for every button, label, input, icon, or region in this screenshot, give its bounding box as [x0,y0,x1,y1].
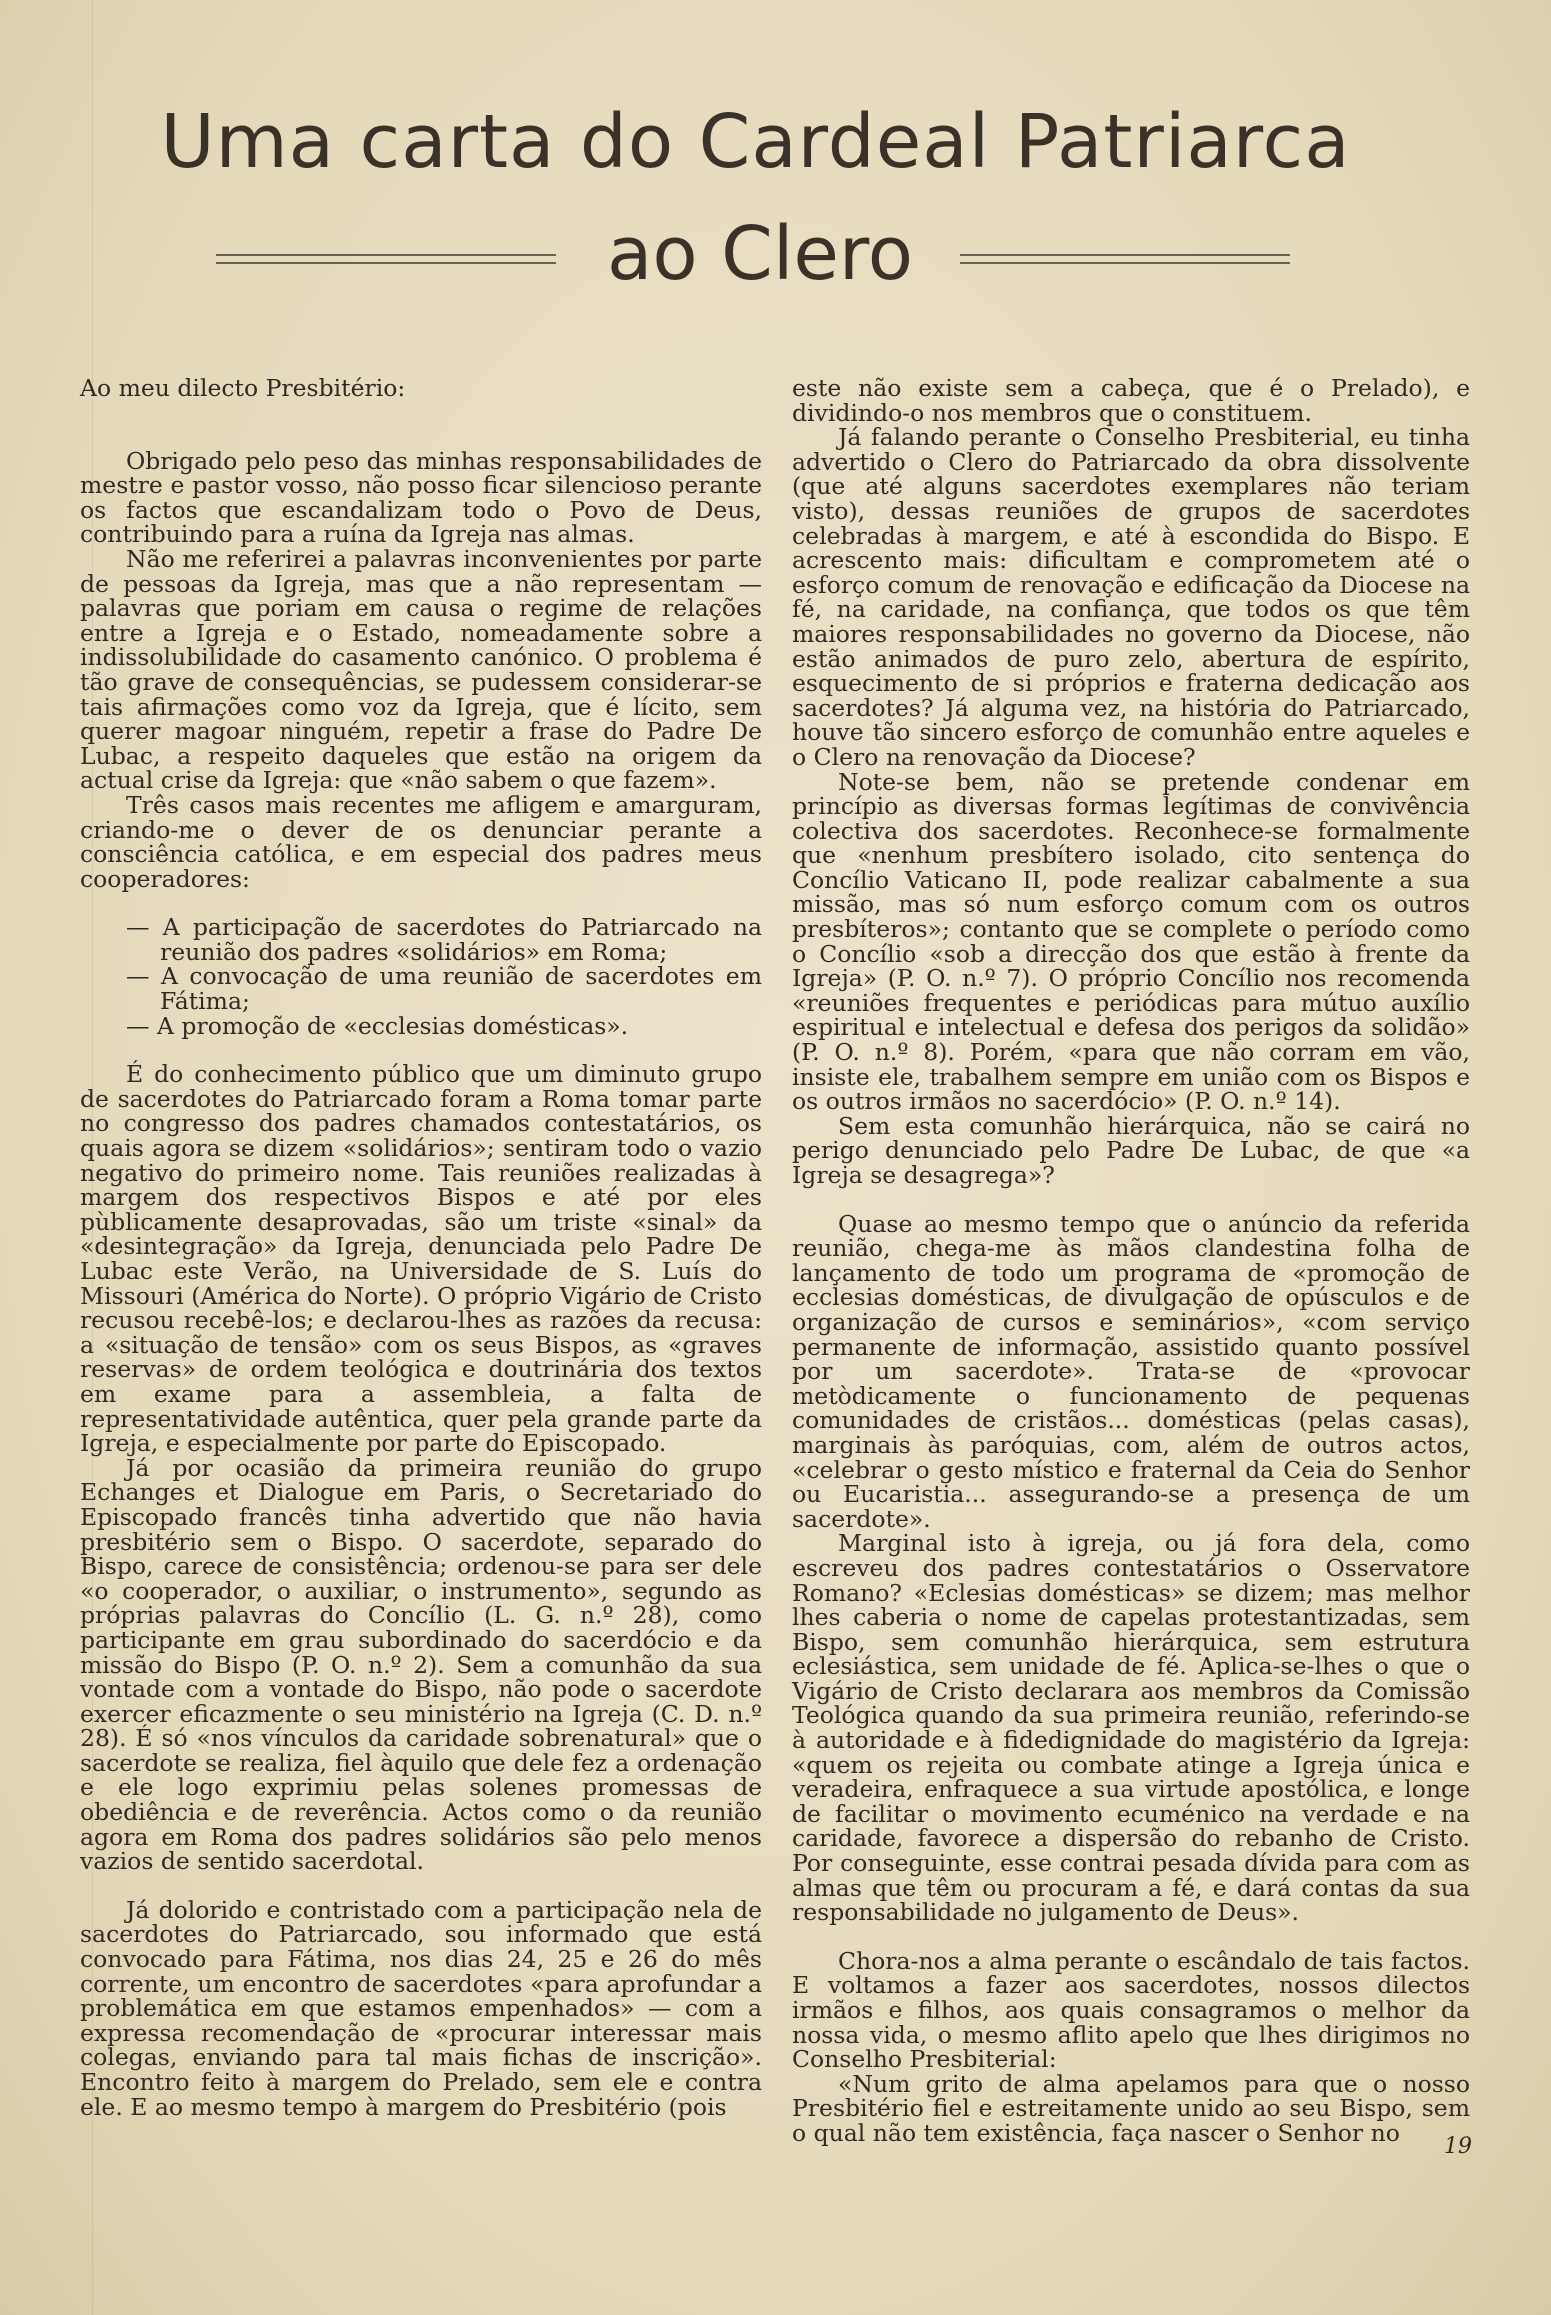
paragraph: Chora-nos a alma perante o escândalo de tais factos. E voltamos a fazer aos sacerdotes, nossos dilectos irmãos e filhos, aos quais consagramos o melhor da nossa vida, o mesmo aflito apelo que lhes dirigimos no Conselho Presbiterial: [792,1946,1470,2074]
list-item: — A participação de sacerdotes do Patriarcado na reunião dos padres «solidários» em Roma; [126,913,762,966]
article-title-line-2: ao Clero [607,211,913,297]
title-rule-right [960,254,1290,264]
list-item: — A convocação de uma reunião de sacerdotes em Fátima; [126,962,762,1016]
paragraph: Já dolorido e contristado com a participação nela de sacerdotes do Patriarcado, sou informado que está convocado para Fátima, nos dias 24, 25 e 26 do mês corrente, um encontro de sacerdotes «para aprofundar a problemática em que estamos empenhados» — com a expressa recomendação de «procurar interessar mais colegas, enviando para tal mais fichas de inscrição». Encontro feito à margem do Prelado, sem ele e contra ele. E ao mesmo tempo à margem do Presbitério (pois [80,1895,762,2121]
article-title-line-1: Uma carta do Cardeal Patriarca [160,99,1351,185]
paragraph: Quase ao mesmo tempo que o anúncio da referida reunião, chega-me às mãos clandestina folha de lançamento de todo um programa de «promoção de ecclesias domésticas, de divulgação de opúsculos e de organização de cursos e seminários», «com serviço permanente de informação, assistido quanto possível por um sacerdote». Trata-se de «provocar metòdicamente o funcionamento de pequenas comunidades de cristãos... domésticas (pelas casas), marginais às paróquias, com, além de outros actos, «celebrar o gesto místico e fraternal da Ceia do Senhor ou Eucaristia... assegurando-se a presença de um sacerdote». [792,1209,1470,1533]
paragraph: Já falando perante o Conselho Presbiterial, eu tinha advertido o Clero do Patriarcado da obra dissolvente (que até alguns sacerdotes exemplares não teriam visto), dessas reuniões de grupos de sacerdotes celebradas à margem, e até à escondida do Bispo. E acrescento mais: dificultam e comprometem até o esforço comum de renovação e edificação da Diocese na fé, na caridade, na confiança, que todos os que têm maiores responsabilidades no governo da Diocese, não estão animados de puro zelo, abertura de espírito, esquecimento de si próprios e fraterna dedicação aos sacerdotes? Já alguma vez, na história do Patriarcado, houve tão sincero esforço de comunhão entre aqueles e o Clero na renovação da Diocese? [792,423,1470,771]
left-column [80,376,762,2119]
paragraph: Sem esta comunhão hierárquica, não se cairá no perigo denunciado pelo Padre De Lubac, de que «a Igreja se desagrega»? [792,1111,1470,1189]
paragraph: «Num grito de alma apelamos para que o nosso Presbitério fiel e estreitamente unido ao seu Bispo, sem o qual não tem existência, faça nascer o Senhor no [792,2069,1470,2147]
paragraph: este não existe sem a cabeça, que é o Prelado), e dividindo-o nos membros que o constituem. [792,374,1470,427]
salutation: Ao meu dilecto Presbitério: [80,374,406,402]
article-title-line-2-wrap [0,210,1551,300]
title-rule-left [216,254,556,264]
cases-list [80,915,762,1038]
list-item: — A promoção de «ecclesias domésticas». [126,1011,629,1040]
paragraph: Três casos mais recentes me afligem e amarguram, criando-me o dever de os denunciar perante a consciência católica, e em especial dos padres meus cooperadores: [80,790,762,893]
paragraph: Já por ocasião da primeira reunião do grupo Echanges et Dialogue em Paris, o Secretariado do Episcopado francês tinha advertido que não havia presbitério sem o Bispo. O sacerdote, separado do Bispo, carece de consistência; ordenou-se para ser dele «o cooperador, o auxiliar, o instrumento», segundo as próprias palavras do Concílio (L. G. n.º 28), como participante em grau subordinado do sacerdócio e da missão do Bispo (P. O. n.º 2). Sem a comunhão da sua vontade com a vontade do Bispo, não pode o sacerdote exercer eficazmente o seu ministério na Igreja (C. D. n.º 28). É só «nos vínculos da caridade sobrenatural» que o sacerdote se realiza, fiel àquilo que dele fez a ordenação e ele logo exprimiu pelas solenes promessas de obediência e de reverência. Actos como o da reunião agora em Roma dos padres solidários são pelo menos vazios de sentido sacerdotal. [80,1453,762,1876]
paragraph: Obrigado pelo peso das minhas responsabilidades de mestre e pastor vosso, não posso ficar silencioso perante os factos que escandalizam todo o Povo de Deus, contribuindo para a ruína da Igreja nas almas. [80,446,762,549]
page-number: 19 [1444,2134,1472,2159]
right-column [792,376,1470,2146]
paragraph: Note-se bem, não se pretende condenar em princípio as diversas formas legítimas de convivência colectiva dos sacerdotes. Reconhece-se formalmente que «nenhum presbítero isolado, cito sentença do Concílio Vaticano II, pode realizar cabalmente a sua missão, mas só num esforço comum com os outros presbíteros»; contanto que se complete o período como o Concílio «sob a direcção dos que estão à frente da Igreja» (P. O. n.º 7). O próprio Concílio nos recomenda «reuniões frequentes e periódicas para mútuo auxílio espiritual e intelectual e defesa dos perigos da solidão» (P. O. n.º 8). Porém, «para que não corram em vão, insiste ele, trabalhem sempre em união com os Bispos e os outros irmãos no sacerdócio» (P. O. n.º 14). [792,767,1470,1116]
paragraph: Marginal isto à igreja, ou já fora dela, como escreveu dos padres contestatários o Osservatore Romano? «Eclesias domésticas» se dizem; mas melhor lhes caberia o nome de capelas protestantizadas, sem Bispo, sem comunhão hierárquica, sem estrutura eclesiástica, sem unidade de fé. Aplica-se-lhes o que o Vigário de Cristo declarara aos membros da Comissão Teológica quando da sua primeira reunião, referindo-se à autoridade e à fidedignidade do magistério da Igreja: «quem os rejeita ou combate atinge a Igreja única e veradeira, enfraquece a sua virtude apostólica, e longe de facilitar o movimento ecuménico na verdade e na caridade, favorece a dispersão do rebanho de Cristo. Por conseguinte, esse contrai pesada dívida para com as almas que têm ou procuram a fé, e dará contas da sua responsabilidade no julgamento de Deus». [792,1529,1470,1927]
paragraph: É do conhecimento público que um diminuto grupo de sacerdotes do Patriarcado foram a Roma tomar parte no congresso dos padres chamados contestatários, os quais agora se dizem «solidários»; sentiram todo o vazio negativo do primeiro nome. Tais reuniões realizadas à margem dos respectivos Bispos e até por eles pùblicamente desaprovadas, são um triste «sinal» da «desintegração» da Igreja, denunciada pelo Padre De Lubac este Verão, na Universidade de S. Luís do Missouri (América do Norte). O próprio Vigário de Cristo recusou recebê-los; e declarou-lhes as razões da recusa: a «situação de tensão» com os seus Bispos, as «graves reservas» de ordem teológica e doutrinária dos textos em exame para a assembleia, a falta de representatividade autêntica, quer pela grande parte da Igreja, e especialmente por parte do Episcopado. [80,1060,762,1458]
paragraph: Não me referirei a palavras inconvenientes por parte de pessoas da Igreja, mas que a não representam — palavras que poriam em causa o regime de relações entre a Igreja e o Estado, nomeadamente sobre a indissolubilidade do casamento canónico. O problema é tão grave de consequências, se pudessem considerar-se tais afirmações como voz da Igreja, que é lícito, sem querer magoar ninguém, repetir a frase do Padre De Lubac, a respeito daqueles que estão na origem da actual crise da Igreja: que «não sabem o que fazem». [80,544,762,795]
